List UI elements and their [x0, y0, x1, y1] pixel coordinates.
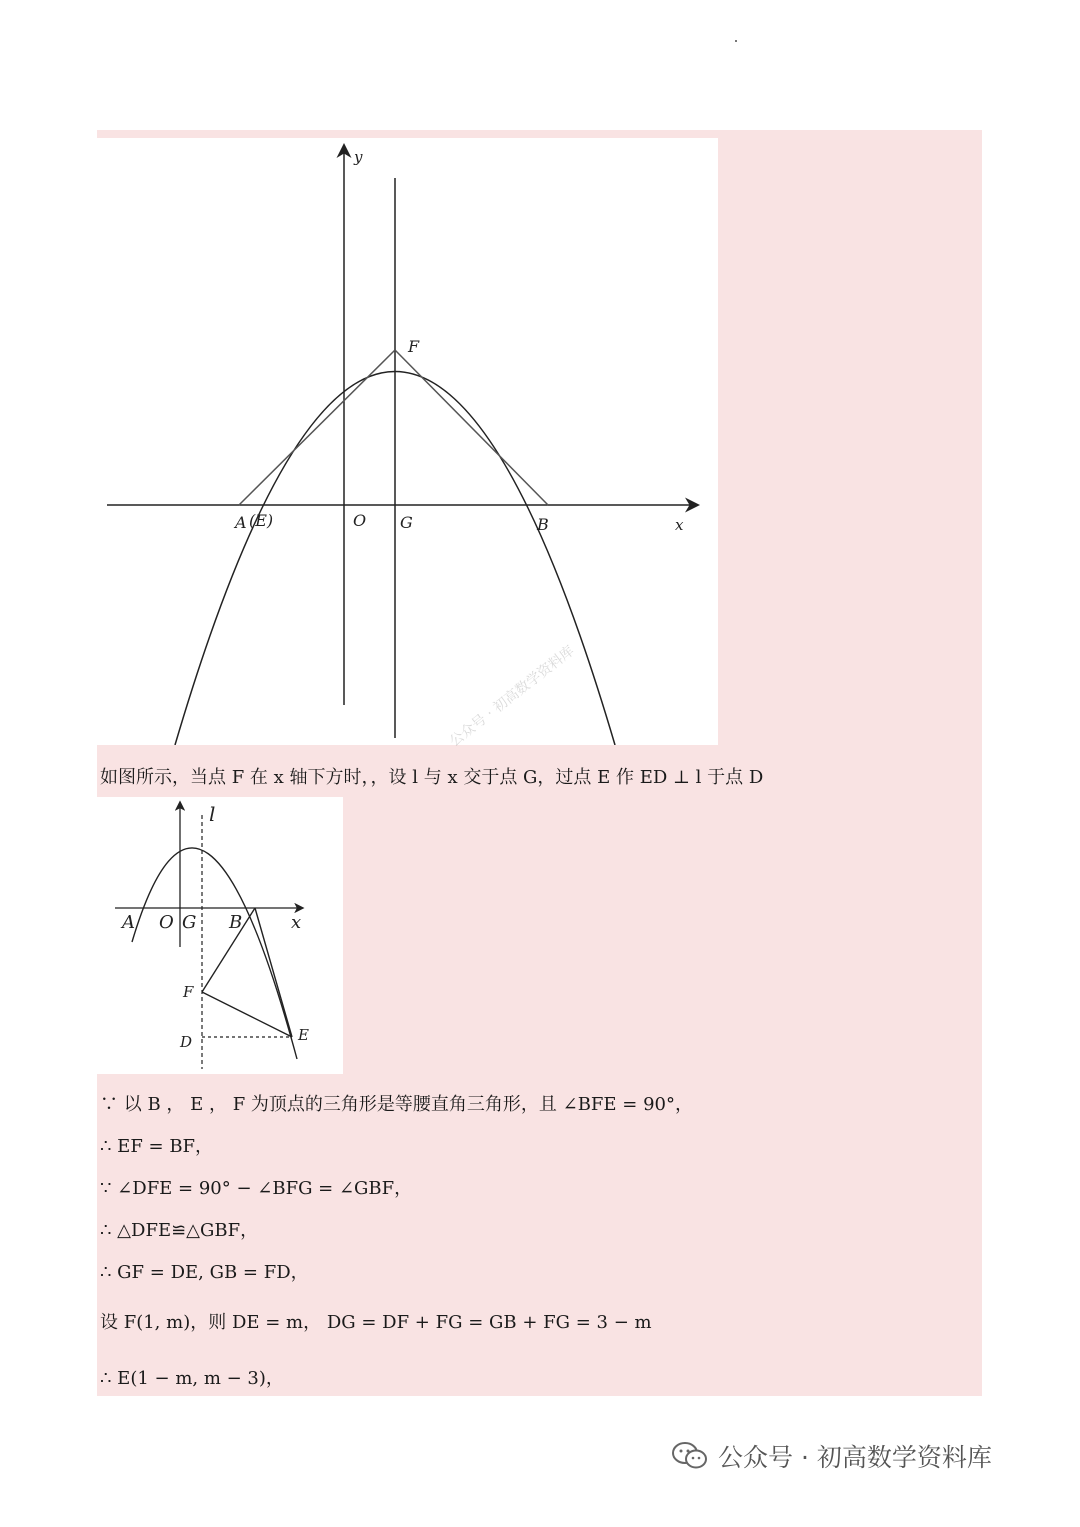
label-A-2: A: [122, 912, 135, 933]
label-O: O: [353, 511, 367, 530]
step-6: 设 F(1, m)，则 DE = m， DG = DF + FG = GB + FG = 3 − m: [100, 1312, 652, 1333]
label-D-2: D: [180, 1033, 193, 1051]
label-G: G: [400, 513, 413, 532]
label-B-2: B: [229, 912, 243, 933]
segment-FB: [395, 350, 548, 505]
footer-brand-text: 公众号 · 初高数学资料库: [718, 1443, 992, 1472]
caption-line: 如图所示，当点 F 在 x 轴下方时，，设 l 与 x 交于点 G，过点 E 作 ED ⊥ l 于点 D: [100, 767, 764, 788]
figure2-svg: [97, 797, 343, 1074]
label-y: y: [354, 148, 363, 166]
step-1: ∵ 以 B ， E ， F 为顶点的三角形是等腰直角三角形，且 ∠BFE = 90°，: [100, 1094, 693, 1115]
label-E-paren: (E): [249, 511, 274, 530]
segment-FE-2: [202, 992, 292, 1037]
label-A: A: [235, 513, 247, 532]
step-3: ∵ ∠DFE = 90° − ∠BFG = ∠GBF，: [100, 1178, 413, 1199]
label-x: x: [675, 516, 684, 534]
label-B: B: [537, 515, 549, 534]
stray-mark: [735, 40, 737, 42]
figure-parabola-triangle: [97, 138, 718, 745]
figure1-svg: [97, 138, 718, 745]
label-F: F: [408, 337, 420, 356]
footer-brand: [672, 1436, 992, 1476]
segment-AF: [239, 350, 395, 505]
figure-below-axis-case: [97, 797, 343, 1074]
label-O-2: O: [159, 912, 174, 933]
segment-BE-2: [255, 908, 292, 1037]
diagonal-watermark: 公众号 · 初高数学资料库: [446, 642, 578, 750]
label-l-2: l: [209, 802, 216, 826]
label-x-2: x: [291, 912, 302, 933]
step-2: ∴ EF = BF，: [100, 1136, 214, 1157]
label-E-2: E: [298, 1026, 309, 1044]
label-F-2: F: [183, 983, 194, 1001]
label-G-2: G: [182, 912, 197, 933]
step-4: ∴ △DFE≌△GBF，: [100, 1220, 259, 1241]
wechat-icon: [672, 1441, 708, 1471]
step-5: ∴ GF = DE, GB = FD，: [100, 1262, 309, 1283]
step-7: ∴ E(1 − m, m − 3)，: [100, 1368, 284, 1389]
